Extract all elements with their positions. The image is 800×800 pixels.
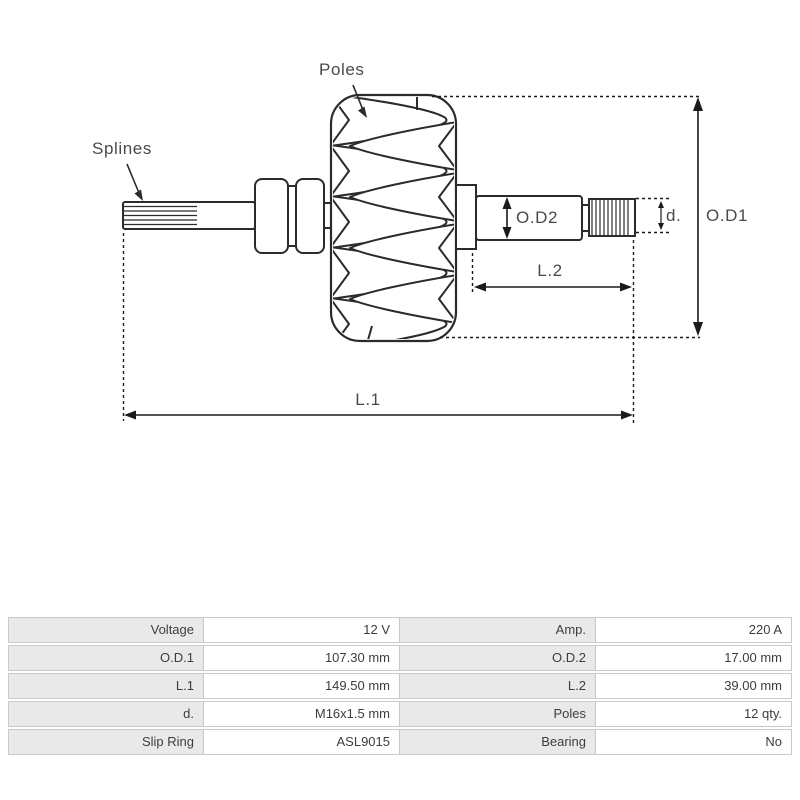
spec-value-cell: ASL9015 [204,729,400,755]
spec-label-cell: O.D.1 [8,645,204,671]
od2-label: O.D2 [516,208,559,227]
l2-label: L.2 [537,261,563,280]
spec-value-cell: No [596,729,792,755]
spec-value-cell: 39.00 mm [596,673,792,699]
spec-value-cell: 17.00 mm [596,645,792,671]
table-row [8,729,792,755]
table-row [8,673,792,699]
pole-teeth [330,94,457,350]
spec-table [8,617,792,757]
spec-label-cell: Poles [400,701,596,727]
spec-label-cell: d. [8,701,204,727]
spec-label-cell: L.2 [400,673,596,699]
spec-label-cell: L.1 [8,673,204,699]
spec-label-cell: Bearing [400,729,596,755]
table-row [8,701,792,727]
slip-rings [255,179,333,253]
poles-label: Poles [319,60,365,79]
d-label: d. [666,206,682,225]
spec-value-cell: 220 A [596,617,792,643]
spec-label-cell: O.D.2 [400,645,596,671]
spec-value-cell: 12 qty. [596,701,792,727]
table-row [8,617,792,643]
spec-value-cell: 107.30 mm [204,645,400,671]
spec-label-cell: Slip Ring [8,729,204,755]
spec-label-cell: Voltage [8,617,204,643]
spec-label-cell: Amp. [400,617,596,643]
l1-label: L.1 [355,390,381,409]
table-row [8,645,792,671]
spec-value-cell: 12 V [204,617,400,643]
spec-value-cell: M16x1.5 mm [204,701,400,727]
spec-value-cell: 149.50 mm [204,673,400,699]
od1-label: O.D1 [706,206,749,225]
splines-label: Splines [92,139,152,158]
